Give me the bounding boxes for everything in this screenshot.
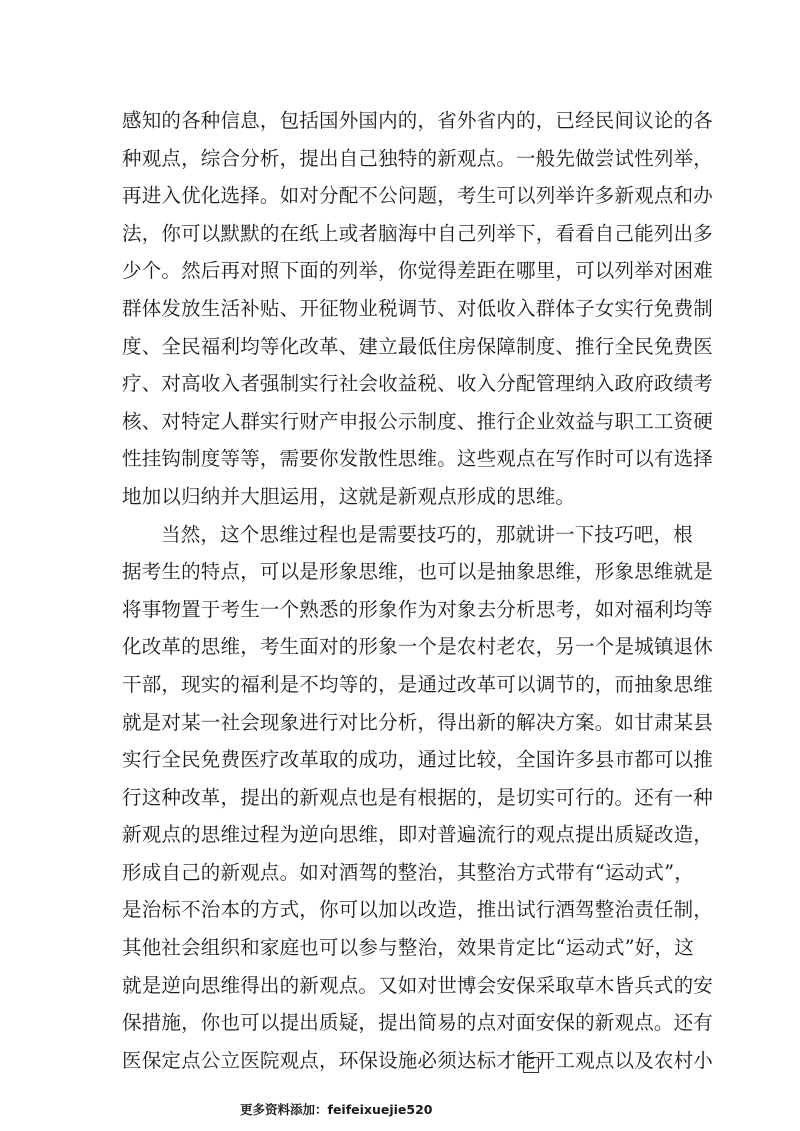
document-body — [122, 102, 714, 1079]
text-line: 行这种改革，提出的新观点也是有根据的，是切实可行的。还有一种 — [122, 785, 714, 809]
text-line: 核、对特定人群实行财产申报公示制度、推行企业效益与职工工资硬 — [122, 409, 714, 433]
text-line: 医保定点公立医院观点，环保设施必须达标才能开工观点以及农村小 — [122, 1048, 714, 1072]
text-line: 再进入优化选择。如对分配不公问题，考生可以列举许多新观点和办 — [122, 184, 714, 208]
text-line: 就是逆向思维得出的新观点。又如对世博会安保采取草木皆兵式的安 — [122, 973, 714, 997]
text-line: 感知的各种信息，包括国外国内的，省外省内的，已经民间议论的各 — [122, 109, 714, 132]
text-line: 群体发放生活补贴、开征物业税调节、对低收入群体子女实行免费制 — [122, 296, 714, 320]
text-line: 法，你可以默默的在纸上或者脑海中自己列举下，看看自己能列出多 — [122, 221, 714, 245]
paragraphs — [122, 102, 714, 1079]
text-line: 种观点，综合分析，提出自己独特的新观点。一般先做尝试性列举， — [122, 146, 714, 170]
text-line: 疗、对高收入者强制实行社会收益税、收入分配管理纳入政府政绩考 — [122, 372, 714, 396]
footer-note: 更多资料添加：feifeixuejie520 — [240, 1102, 433, 1117]
text-line: 是治标不治本的方式，你可以加以改造，推出试行酒驾整治责任制， — [122, 898, 714, 922]
text-line: 形成自己的新观点。如对酒驾的整治，其整治方式带有“运动式”， — [122, 860, 694, 884]
paragraph-p1 — [122, 102, 714, 516]
text-line: 新观点的思维过程为逆向思维，即对普遍流行的观点提出质疑改造， — [122, 823, 714, 847]
page-number-box — [523, 1057, 539, 1073]
text-line: 就是对某一社会现象进行对比分析，得出新的解决方案。如甘肃某县 — [122, 710, 714, 734]
text-line: 保措施，你也可以提出质疑，提出简易的点对面安保的新观点。还有 — [122, 1011, 714, 1035]
text-line: 地加以归纳并大胆运用，这就是新观点形成的思维。 — [122, 484, 576, 508]
text-line: 度、全民福利均等化改革、建立最低住房保障制度、推行全民免费医 — [122, 334, 714, 358]
text-line: 据考生的特点，可以是形象思维，也可以是抽象思维，形象思维就是 — [122, 560, 714, 584]
paragraph-p2 — [122, 516, 714, 1080]
text-line: 干部，现实的福利是不均等的，是通过改革可以调节的，而抽象思维 — [122, 672, 714, 696]
text-line: 化改革的思维，考生面对的形象一个是农村老农，另一个是城镇退休 — [122, 635, 714, 659]
text-line: 性挂钩制度等等，需要你发散性思维。这些观点在写作时可以有选择 — [122, 447, 714, 471]
text-line: 实行全民免费医疗改革取的成功，通过比较，全国许多县市都可以推 — [122, 748, 714, 772]
text-line: 将事物置于考生一个熟悉的形象作为对象去分析思考，如对福利均等 — [122, 597, 714, 621]
text-line: 当然，这个思维过程也是需要技巧的，那就讲一下技巧吧，根 — [161, 522, 693, 546]
text-line: 其他社会组织和家庭也可以参与整治，效果肯定比“运动式”好，这 — [122, 936, 694, 960]
text-line: 少个。然后再对照下面的列举，你觉得差距在哪里，可以列举对困难 — [122, 259, 714, 283]
